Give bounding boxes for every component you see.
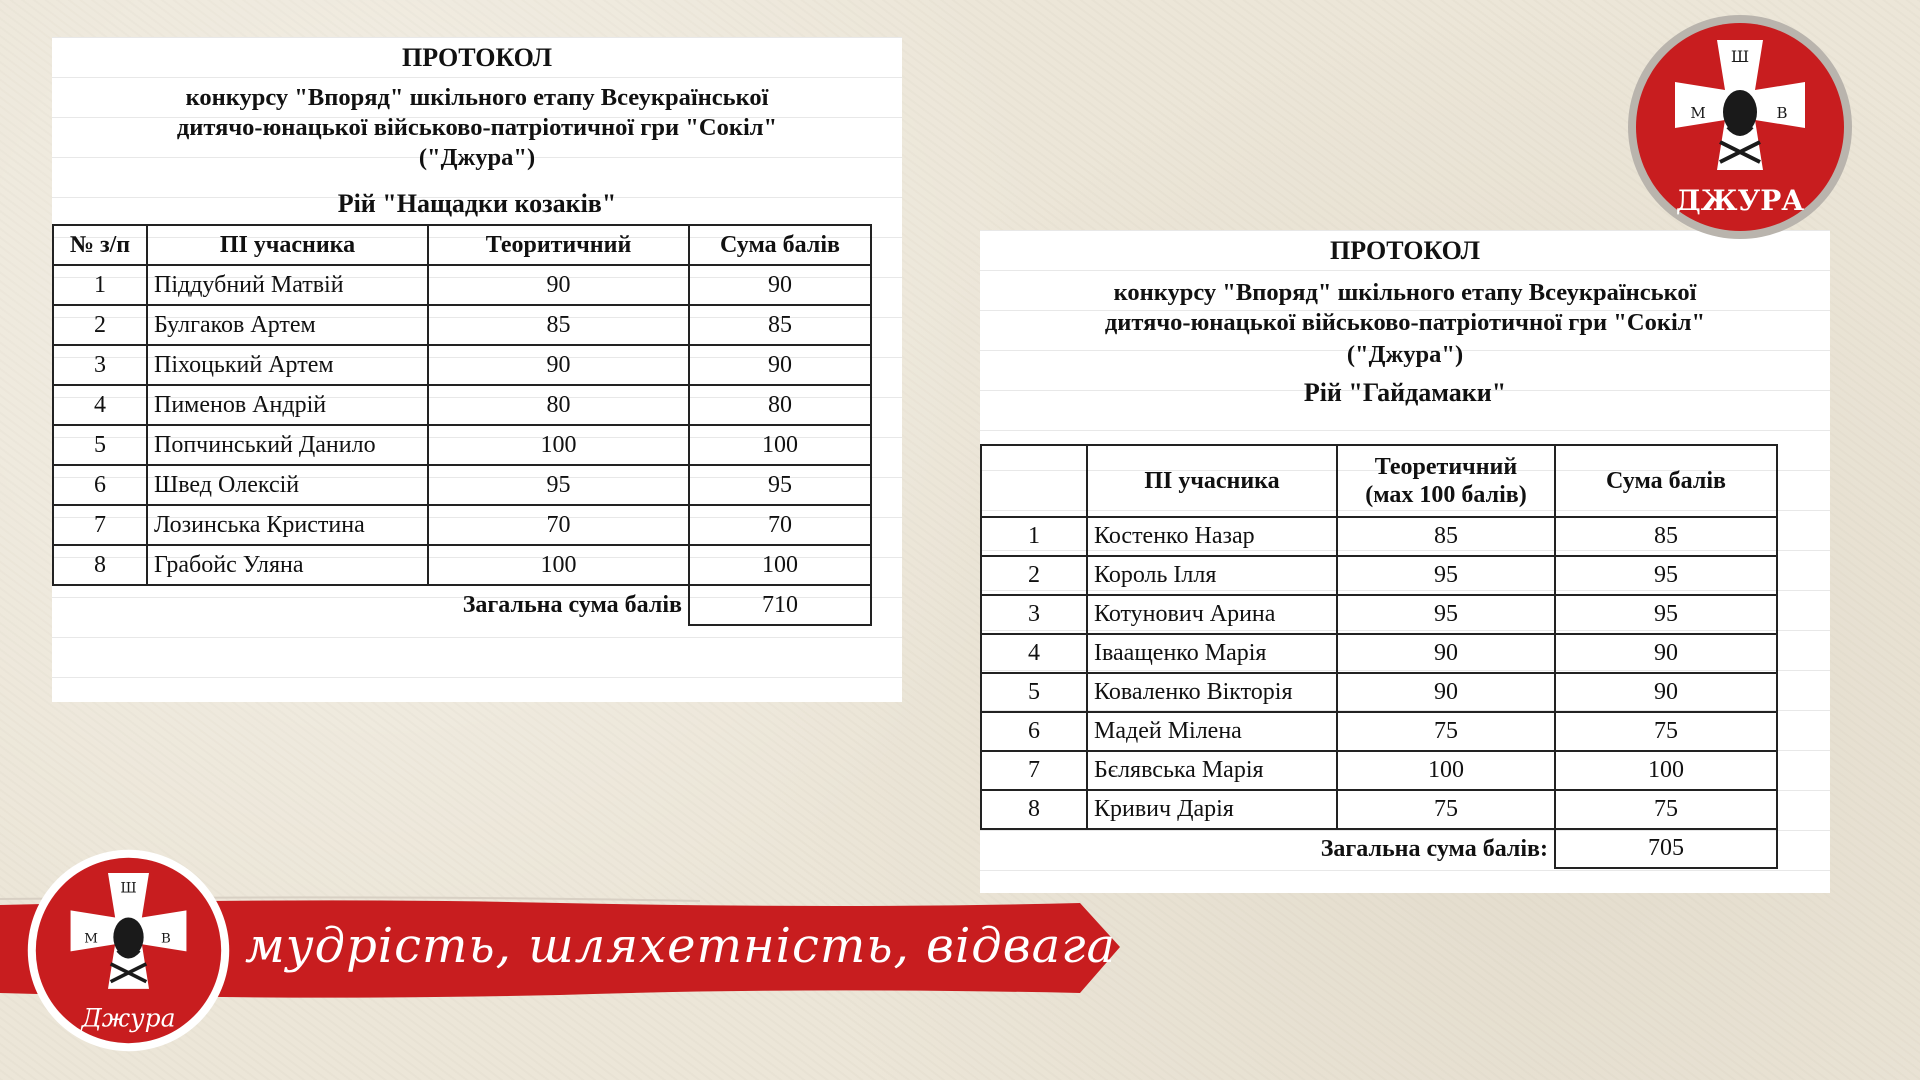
row-number: 7 (981, 751, 1087, 790)
results-table-right (980, 444, 1778, 869)
total-value: 705 (1555, 829, 1777, 868)
total-score: 85 (689, 305, 871, 345)
theory-score: 90 (1337, 673, 1555, 712)
theory-score: 80 (428, 385, 689, 425)
total-score: 100 (1555, 751, 1777, 790)
total-score: 70 (689, 505, 871, 545)
protocol-title: ПРОТОКОЛ (402, 43, 552, 72)
header-total: Сума балів (689, 225, 871, 265)
header-name: ПІ учасника (147, 225, 428, 265)
protocol-subtitle-line-1: конкурсу "Впоряд" шкільного етапу Всеукраїнської (1113, 279, 1697, 306)
participant-name: Іваащенко Марія (1087, 634, 1337, 673)
total-score: 100 (689, 545, 871, 585)
theory-score: 90 (428, 265, 689, 305)
table-header-row (981, 445, 1777, 517)
header-name: ПІ учасника (1087, 445, 1337, 517)
logo-caption: Джура (81, 1003, 176, 1033)
header-theory: Теоритичний (428, 225, 689, 265)
theory-score: 85 (428, 305, 689, 345)
header-number (981, 445, 1087, 517)
participant-name: Кривич Дарія (1087, 790, 1337, 829)
theory-score: 100 (1337, 751, 1555, 790)
dzhura-logo-bottom-left (26, 848, 231, 1053)
theory-score: 90 (1337, 634, 1555, 673)
table-row (981, 673, 1777, 712)
squad-name: Рій "Нащадки козаків" (337, 189, 617, 218)
row-number: 8 (53, 545, 147, 585)
table-row (981, 790, 1777, 829)
participant-name: Костенко Назар (1087, 517, 1337, 556)
table-header-row (53, 225, 871, 265)
participant-name: Швед Олексій (147, 465, 428, 505)
theory-score: 95 (1337, 556, 1555, 595)
dzhura-logo-top-right (1625, 12, 1855, 242)
participant-name: Піхоцький Артем (147, 345, 428, 385)
total-score: 100 (689, 425, 871, 465)
total-row (981, 829, 1777, 868)
participant-name: Котунович Арина (1087, 595, 1337, 634)
protocol-sheet-left (52, 37, 902, 702)
protocol-subtitle-line-3: ("Джура") (1346, 341, 1464, 368)
total-score: 90 (689, 265, 871, 305)
row-number: 1 (53, 265, 147, 305)
total-score: 90 (1555, 634, 1777, 673)
theory-score: 95 (1337, 595, 1555, 634)
row-number: 2 (981, 556, 1087, 595)
protocol-sheet-right (980, 230, 1830, 893)
theory-score: 85 (1337, 517, 1555, 556)
table-row (981, 634, 1777, 673)
logo-letter-right: В (1776, 104, 1788, 122)
table-row (53, 345, 871, 385)
protocol-subtitle-line-3: ("Джура") (418, 144, 536, 171)
theory-score: 95 (428, 465, 689, 505)
total-score: 75 (1555, 790, 1777, 829)
table-row (53, 425, 871, 465)
protocol-subtitle-line-1: конкурсу "Впоряд" шкільного етапу Всеукраїнської (185, 84, 769, 111)
header-number: № з/п (53, 225, 147, 265)
row-number: 7 (53, 505, 147, 545)
header-theory-line-2: (мах 100 балів) (1365, 482, 1527, 508)
row-number: 4 (981, 634, 1087, 673)
total-score: 95 (1555, 556, 1777, 595)
participant-name: Попчинський Данило (147, 425, 428, 465)
row-number: 6 (981, 712, 1087, 751)
table-row (53, 385, 871, 425)
row-number: 6 (53, 465, 147, 505)
row-number: 3 (981, 595, 1087, 634)
participant-name: Король Ілля (1087, 556, 1337, 595)
row-number: 8 (981, 790, 1087, 829)
table-row (53, 545, 871, 585)
logo-letter-right: В (161, 931, 171, 947)
total-score: 90 (1555, 673, 1777, 712)
row-number: 5 (53, 425, 147, 465)
participant-name: Лозинська Кристина (147, 505, 428, 545)
table-row (53, 265, 871, 305)
total-label: Загальна сума балів (462, 592, 682, 618)
total-row (53, 585, 871, 625)
protocol-subtitle-line-2: дитячо-юнацької військово-патріотичної гри "Сокіл" (1104, 309, 1706, 336)
results-table-left (52, 224, 872, 626)
header-total: Сума балів (1555, 445, 1777, 517)
row-number: 5 (981, 673, 1087, 712)
header-theory-line-1: Теоретичний (1374, 454, 1518, 480)
participant-name: Бєлявська Марія (1087, 751, 1337, 790)
logo-letter-left: М (84, 931, 98, 947)
participant-name: Грабойс Уляна (147, 545, 428, 585)
protocol-title: ПРОТОКОЛ (1330, 236, 1480, 265)
row-number: 3 (53, 345, 147, 385)
total-score: 80 (689, 385, 871, 425)
table-row (981, 556, 1777, 595)
total-value: 710 (689, 585, 871, 625)
logo-letter-top: Ш (1730, 47, 1750, 66)
table-row (981, 517, 1777, 556)
participant-name: Пименов Андрій (147, 385, 428, 425)
table-row (53, 465, 871, 505)
row-number: 1 (981, 517, 1087, 556)
total-score: 90 (689, 345, 871, 385)
total-score: 75 (1555, 712, 1777, 751)
logo-letter-left: М (1690, 104, 1706, 122)
total-label: Загальна сума балів: (1320, 835, 1548, 862)
participant-name: Булгаков Артем (147, 305, 428, 345)
total-score: 95 (689, 465, 871, 505)
table-row (53, 505, 871, 545)
theory-score: 75 (1337, 790, 1555, 829)
protocol-subtitle-line-2: дитячо-юнацької військово-патріотичної гри "Сокіл" (176, 114, 778, 141)
total-score: 95 (1555, 595, 1777, 634)
participant-name: Коваленко Вікторія (1087, 673, 1337, 712)
participant-name: Піддубний Матвій (147, 265, 428, 305)
row-number: 4 (53, 385, 147, 425)
theory-score: 75 (1337, 712, 1555, 751)
table-row (53, 305, 871, 345)
logo-caption: ДЖУРА (1675, 184, 1805, 217)
theory-score: 100 (428, 425, 689, 465)
logo-letter-top: Ш (120, 880, 137, 897)
row-number: 2 (53, 305, 147, 345)
table-row (981, 751, 1777, 790)
motto-text: мудрість, шляхетність, відвага (245, 918, 1117, 974)
squad-name: Рій "Гайдамаки" (1303, 378, 1507, 407)
table-row (981, 595, 1777, 634)
participant-name: Мадей Мілена (1087, 712, 1337, 751)
theory-score: 100 (428, 545, 689, 585)
theory-score: 90 (428, 345, 689, 385)
total-score: 85 (1555, 517, 1777, 556)
table-row (981, 712, 1777, 751)
header-theory (1337, 445, 1555, 517)
theory-score: 70 (428, 505, 689, 545)
